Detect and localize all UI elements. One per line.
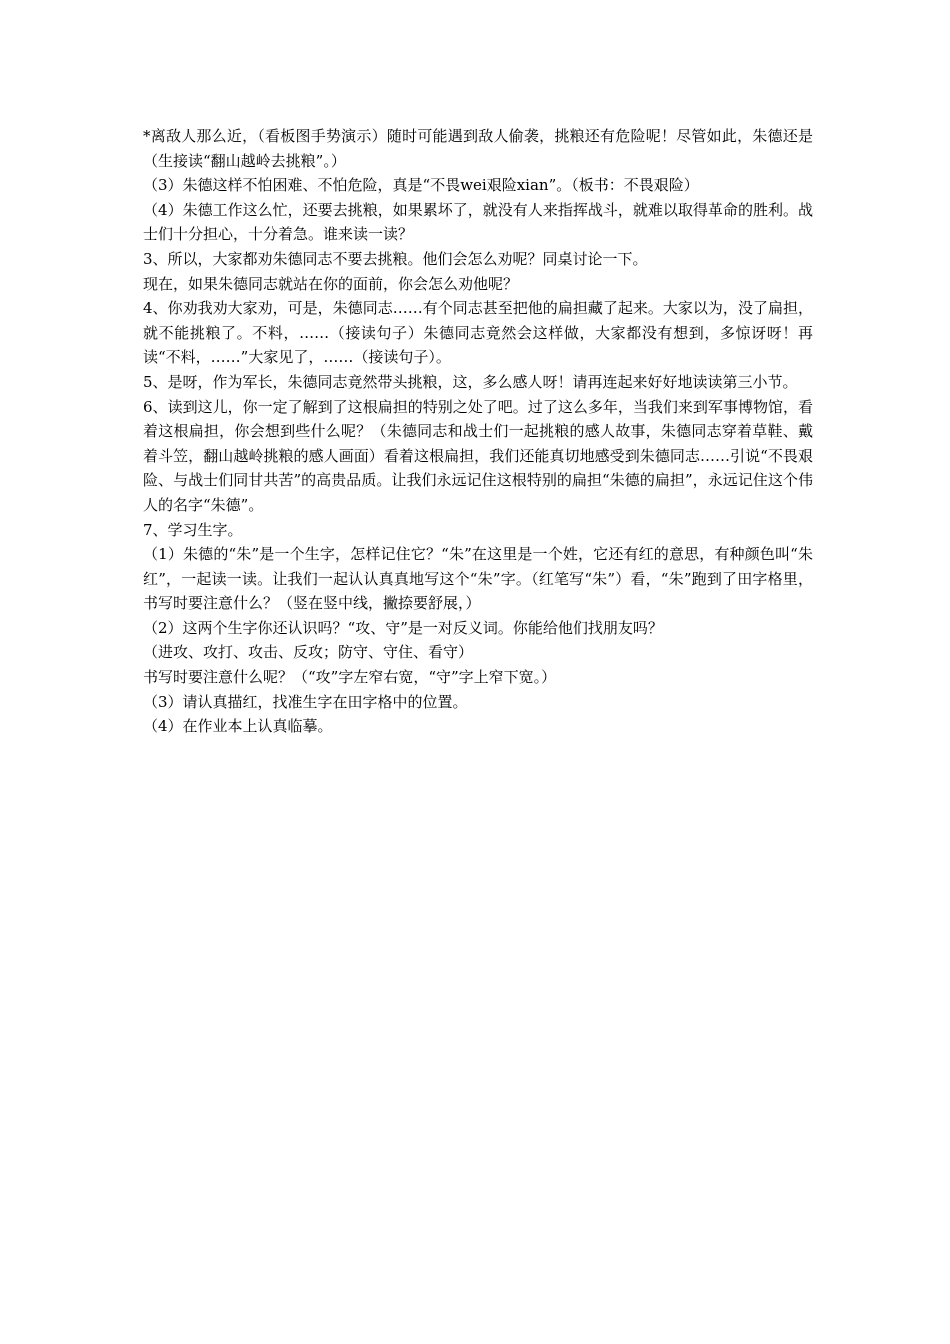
paragraph: （3）请认真描红，找准生字在田字格中的位置。 xyxy=(143,692,468,711)
document-body xyxy=(143,124,813,739)
paragraph: 现在，如果朱德同志就站在你的面前，你会怎么劝他呢？ xyxy=(143,274,519,293)
paragraph: 书写时要注意什么呢？（“攻”字左窄右宽，“守”字上窄下宽。） xyxy=(143,668,557,687)
paragraph: 7、学习生字。 xyxy=(143,520,243,539)
paragraph: 5、是呀，作为军长，朱德同志竟然带头挑粮，这，多么感人呀！请再连起来好好地读读第三小节。 xyxy=(143,372,798,391)
paragraph: 3、所以，大家都劝朱德同志不要去挑粮。他们会怎么劝呢？同桌讨论一下。 xyxy=(143,249,648,268)
paragraph: （4）在作业本上认真临摹。 xyxy=(143,717,333,736)
paragraph: （3）朱德这样不怕困难、不怕危险，真是“不畏wei艰险xian”。（板书：不畏艰险） xyxy=(143,176,699,195)
paragraph: （4）朱德工作这么忙，还要去挑粮，如果累坏了，就没有人来指挥战斗，就难以取得革命的胜利。战士们十分担心，十分着急。谁来读一读？ xyxy=(143,200,813,244)
paragraph: 6、读到这儿，你一定了解到了这根扁担的特别之处了吧。过了这么多年，当我们来到军事博物馆，看着这根扁担，你会想到些什么呢？（朱德同志和战士们一起挑粮的感人故事，朱德同志穿着草鞋、戴着斗笠，翻山越岭挑粮的感人画面）看着这根扁担，我们还能真切地感受到朱德同志……引说“不畏艰险、与战士们同甘共苦”的高贵品质。让我们永远记住这根特别的扁担“朱德的扁担”，永远记住这个伟人的名字“朱德”。 xyxy=(143,397,813,514)
paragraph: *离敌人那么近，（看板图手势演示）随时可能遇到敌人偷袭，挑粮还有危险呢！尽管如此，朱德还是（生接读“翻山越岭去挑粮”。） xyxy=(143,127,813,170)
paragraph: （2）这两个生字你还认识吗？“攻、守”是一对反义词。你能给他们找朋友吗？ xyxy=(143,618,663,637)
paragraph: 4、你劝我劝大家劝，可是，朱德同志……有个同志甚至把他的扁担藏了起来。大家以为，没了扁担，就不能挑粮了。不料，……（接读句子）朱德同志竟然会这样做，大家都没有想到，多惊讶呀！再读“不料，……”大家见了，……（接读句子）。 xyxy=(143,299,813,367)
paragraph: （进攻、攻打、攻击、反攻；防守、守住、看守） xyxy=(143,643,474,662)
paragraph: （1）朱德的“朱”是一个生字，怎样记住它？“朱”在这里是一个姓，它还有红的意思，有种颜色叫“朱红”，一起读一读。让我们一起认认真真地写这个“朱”字。（红笔写“朱”）看，“朱”跑到了田字格里，书写时要注意什么？（竖在竖中线，撇捺要舒展，） xyxy=(143,545,813,613)
